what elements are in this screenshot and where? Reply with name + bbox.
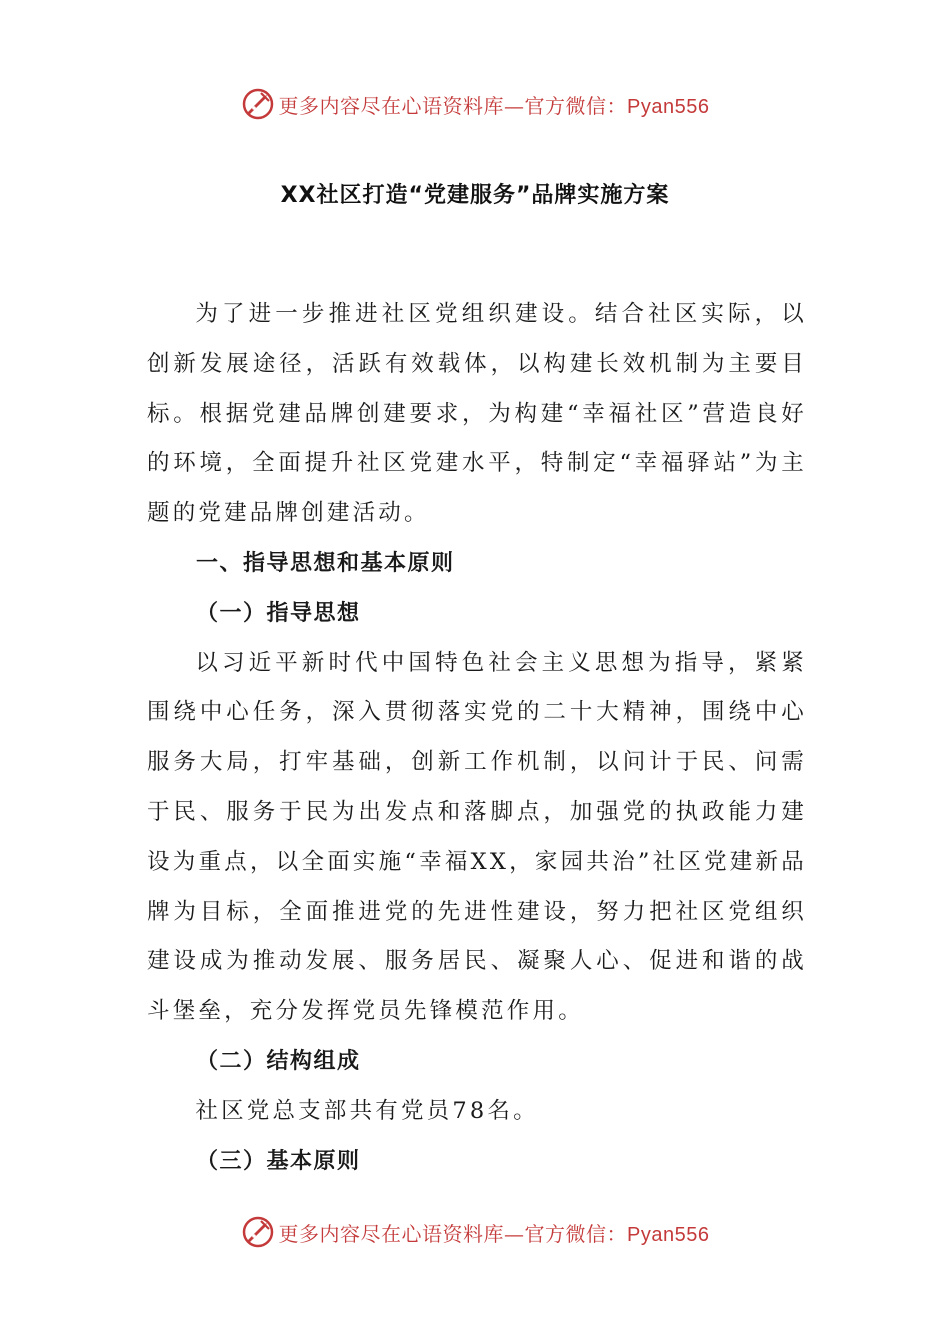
structure-paragraph: 社区党总支部共有党员78名。 — [195, 1097, 539, 1124]
subsection-heading: （一）指导思想 — [196, 600, 361, 626]
intro-paragraph: 为了进一步推进社区党组织建设。结合社区实际，以创新发展途径，活跃有效载体，以构建长效机制为主要目标。根据党建品牌创建要求，为构建“幸福社区”营造良好的环境，全面提升社区党建水平，特制定“幸福驿站”为主题的党建品牌创建活动。 — [147, 301, 807, 527]
section-heading: 一、指导思想和基本原则 — [196, 550, 455, 576]
subsection-heading: （二）结构组成 — [196, 1048, 361, 1074]
guiding-ideology-paragraph: 以习近平新时代中国特色社会主义思想为指导，紧紧围绕中心任务，深入贯彻落实党的二十大精神，围绕中心服务大局，打牢基础，创新工作机制，以问计于民、问需于民、服务于民为出发点和落脚点，加强党的执政能力建设为重点，以全面实施“幸福XX，家园共治”社区党建新品牌为目标，全面推进党的先进性建设，努力把社区党组织建设成为推动发展、服务居民、凝聚人心、促进和谐的战斗堡垒，充分发挥党员先锋模范作用。 — [147, 649, 807, 1025]
watermark-text: 更多内容尽在心语资料库—官方微信： — [278, 1221, 628, 1246]
subsection-heading: （三）基本原则 — [196, 1148, 361, 1174]
document-title: XX社区打造“党建服务”品牌实施方案 — [280, 183, 670, 208]
watermark-wechat-id: Pyan556 — [627, 95, 710, 118]
footer-watermark — [0, 1212, 950, 1252]
pen-nib-seal-icon — [241, 87, 275, 121]
watermark-text: 更多内容尽在心语资料库—官方微信： — [278, 93, 628, 118]
watermark-wechat-id: Pyan556 — [627, 1223, 710, 1246]
header-watermark — [0, 84, 950, 124]
pen-nib-seal-icon — [241, 1215, 275, 1249]
document-body — [147, 290, 807, 1186]
